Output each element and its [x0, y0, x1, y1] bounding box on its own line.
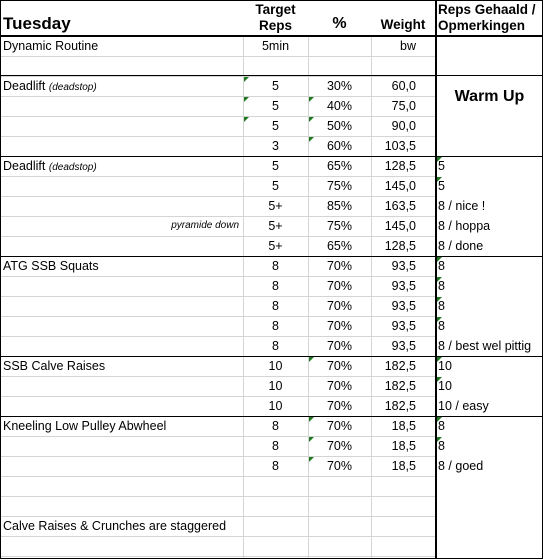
cell-pct[interactable] [308, 476, 371, 496]
cell-exercise[interactable] [0, 116, 243, 136]
cell-exercise[interactable] [0, 416, 243, 436]
exercise-label: ATG SSB Squats [3, 259, 99, 273]
cell-pct[interactable] [308, 536, 371, 556]
cell-weight[interactable]: 103,5 [384, 139, 416, 153]
cell-weight[interactable]: 128,5 [384, 159, 416, 173]
cell-weight[interactable]: 93,5 [391, 259, 416, 273]
cell-weight[interactable] [371, 536, 416, 556]
cell-exercise[interactable] [0, 436, 243, 456]
cell-reps[interactable]: 8 [272, 419, 279, 433]
cell-reps[interactable] [243, 476, 308, 496]
cell-pct[interactable]: 70% [326, 299, 353, 313]
cell-exercise[interactable] [0, 396, 243, 416]
section-border [0, 356, 543, 357]
comment-marker-icon [437, 357, 442, 362]
comment-marker-icon [244, 117, 249, 122]
cell-exercise[interactable] [0, 496, 243, 516]
cell-exercise[interactable] [0, 516, 243, 536]
cell-reps[interactable] [243, 516, 308, 536]
exercise-label: Dynamic Routine [3, 39, 99, 53]
cell-note[interactable]: 5 [438, 179, 445, 193]
cell-pct[interactable]: 70% [326, 439, 353, 453]
cell-weight[interactable]: 145,0 [384, 179, 416, 193]
cell-note[interactable]: 8 / hoppa [438, 219, 491, 233]
cell-note[interactable]: 8 / best wel pittig [438, 339, 532, 353]
cell-note[interactable]: 8 [438, 419, 445, 433]
cell-exercise[interactable] [0, 136, 243, 156]
cell-weight[interactable]: bw [400, 39, 416, 53]
cell-weight[interactable] [371, 56, 416, 76]
cell-note[interactable]: 10 [438, 379, 452, 393]
cell-weight[interactable] [371, 476, 416, 496]
cell-exercise[interactable] [0, 216, 243, 236]
cell-note[interactable]: 8 [438, 319, 445, 333]
comment-marker-icon [437, 297, 442, 302]
comment-marker-icon [437, 277, 442, 282]
comment-marker-icon [309, 417, 314, 422]
exercise-sub-label: (deadstop) [48, 82, 97, 93]
cell-note[interactable] [436, 516, 543, 536]
cell-exercise[interactable] [0, 376, 243, 396]
comment-marker-icon [309, 457, 314, 462]
cell-note[interactable]: 8 / nice ! [438, 199, 486, 213]
cell-pct[interactable]: 30% [326, 79, 353, 93]
cell-reps[interactable]: 5+ [268, 239, 283, 253]
cell-weight[interactable]: 18,5 [391, 439, 416, 453]
section-border [0, 256, 543, 257]
header-target-reps[interactable]: Target Reps [255, 2, 296, 33]
cell-reps[interactable]: 3 [272, 139, 279, 153]
cell-exercise[interactable] [0, 456, 243, 476]
comment-marker-icon [437, 257, 442, 262]
cell-weight[interactable] [371, 516, 416, 536]
cell-weight[interactable]: 93,5 [391, 339, 416, 353]
cell-reps[interactable]: 5 [272, 119, 279, 133]
header-day[interactable]: Tuesday [3, 14, 71, 33]
cell-pct[interactable] [308, 516, 371, 536]
section-border [0, 35, 543, 37]
cell-pct[interactable]: 60% [326, 139, 353, 153]
exercise-label: Deadlift [3, 79, 46, 93]
cell-exercise[interactable] [0, 156, 243, 176]
cell-pct[interactable]: 70% [326, 359, 353, 373]
cell-reps[interactable]: 8 [272, 339, 279, 353]
cell-note[interactable] [436, 96, 543, 116]
cell-note[interactable] [436, 56, 543, 76]
comment-marker-icon [437, 377, 442, 382]
exercise-label: Calve Raises & Crunches are staggered [3, 519, 227, 533]
cell-pct[interactable]: 85% [326, 199, 353, 213]
cell-pct[interactable]: 40% [326, 99, 353, 113]
cell-reps[interactable]: 10 [268, 359, 283, 373]
gridline [371, 36, 372, 559]
cell-note[interactable] [436, 36, 543, 56]
cell-pct[interactable]: 70% [326, 279, 353, 293]
cell-reps[interactable] [243, 56, 308, 76]
cell-exercise[interactable] [0, 356, 243, 376]
cell-exercise[interactable] [0, 76, 243, 96]
header-reps-done[interactable]: Reps Gehaald / Opmerkingen [438, 2, 536, 33]
cell-exercise[interactable] [0, 196, 243, 216]
cell-note[interactable] [436, 496, 543, 516]
cell-pct[interactable]: 70% [326, 459, 353, 473]
cell-pct[interactable]: 70% [326, 259, 353, 273]
comment-marker-icon [309, 357, 314, 362]
cell-pct[interactable]: 75% [326, 179, 353, 193]
cell-reps[interactable]: 5 [272, 79, 279, 93]
cell-reps[interactable] [243, 496, 308, 516]
cell-note[interactable]: 8 [438, 439, 445, 453]
cell-reps[interactable]: 10 [268, 399, 283, 413]
cell-reps[interactable]: 8 [272, 439, 279, 453]
cell-weight[interactable] [371, 496, 416, 516]
cell-exercise[interactable] [0, 36, 243, 56]
cell-pct[interactable]: 75% [326, 219, 353, 233]
cell-reps[interactable]: 10 [268, 379, 283, 393]
cell-pct[interactable]: 70% [326, 339, 353, 353]
cell-note[interactable]: 10 [438, 359, 452, 373]
cell-exercise[interactable] [0, 536, 243, 556]
cell-note[interactable]: 8 [438, 259, 445, 273]
cell-note[interactable]: 8 / done [438, 239, 484, 253]
cell-reps[interactable]: 8 [272, 279, 279, 293]
cell-exercise[interactable] [0, 176, 243, 196]
cell-reps[interactable]: 8 [272, 319, 279, 333]
cell-note[interactable]: 8 / goed [438, 459, 484, 473]
cell-exercise[interactable] [0, 296, 243, 316]
header-weight[interactable]: Weight [380, 17, 426, 32]
comment-marker-icon [437, 157, 442, 162]
comment-marker-icon [437, 437, 442, 442]
comment-marker-icon [244, 97, 249, 102]
cell-pct[interactable]: 70% [326, 419, 353, 433]
comment-marker-icon [244, 77, 249, 82]
section-border [0, 156, 543, 157]
cell-weight[interactable]: 182,5 [384, 399, 416, 413]
side-note: pyramide down [171, 220, 239, 231]
cell-weight[interactable]: 145,0 [384, 219, 416, 233]
cell-reps[interactable] [243, 536, 308, 556]
cell-weight[interactable]: 18,5 [391, 419, 416, 433]
exercise-label: Deadlift [3, 159, 46, 173]
cell-reps[interactable]: 5 [272, 99, 279, 113]
cell-note[interactable] [436, 476, 543, 496]
cell-weight[interactable]: 18,5 [391, 459, 416, 473]
comment-marker-icon [309, 137, 314, 142]
cell-weight[interactable]: 90,0 [391, 119, 416, 133]
gridline [243, 36, 244, 559]
cell-note[interactable]: 5 [438, 159, 445, 173]
cell-exercise[interactable] [0, 56, 243, 76]
section-border [0, 75, 543, 76]
section-border [435, 0, 437, 559]
cell-weight[interactable]: 182,5 [384, 359, 416, 373]
exercise-label: SSB Calve Raises [3, 359, 106, 373]
cell-weight[interactable]: 60,0 [391, 79, 416, 93]
cell-pct[interactable]: 70% [326, 319, 353, 333]
cell-exercise[interactable] [0, 256, 243, 276]
cell-pct[interactable] [308, 496, 371, 516]
cell-reps[interactable]: 5+ [268, 219, 283, 233]
comment-marker-icon [309, 97, 314, 102]
comment-marker-icon [437, 317, 442, 322]
header-percent[interactable]: % [332, 15, 347, 32]
cell-note[interactable]: 8 [438, 279, 445, 293]
cell-reps[interactable]: 8 [272, 459, 279, 473]
cell-reps[interactable]: 8 [272, 259, 279, 273]
cell-reps[interactable]: 5 [272, 159, 279, 173]
cell-weight[interactable]: 93,5 [391, 279, 416, 293]
cell-pct[interactable]: 70% [326, 399, 353, 413]
cell-note[interactable] [436, 76, 543, 96]
section-border [0, 0, 543, 1]
gridline [308, 36, 309, 559]
cell-reps[interactable]: 5min [261, 39, 290, 53]
section-border [0, 0, 1, 559]
cell-reps[interactable]: 5+ [268, 199, 283, 213]
cell-pct[interactable]: 50% [326, 119, 353, 133]
exercise-label: Kneeling Low Pulley Abwheel [3, 419, 167, 433]
cell-exercise[interactable] [0, 276, 243, 296]
comment-marker-icon [437, 417, 442, 422]
section-border [0, 416, 543, 417]
cell-weight[interactable]: 128,5 [384, 239, 416, 253]
cell-pct[interactable] [308, 36, 371, 56]
cell-note[interactable]: 8 [438, 299, 445, 313]
warm-up-cell[interactable]: Warm Up [454, 88, 525, 105]
cell-weight[interactable]: 93,5 [391, 319, 416, 333]
cell-note[interactable]: 10 / easy [438, 399, 489, 413]
comment-marker-icon [437, 177, 442, 182]
cell-weight[interactable]: 182,5 [384, 379, 416, 393]
cell-exercise[interactable] [0, 316, 243, 336]
cell-note[interactable] [436, 116, 543, 136]
cell-pct[interactable]: 65% [326, 159, 353, 173]
cell-exercise[interactable] [0, 336, 243, 356]
cell-note[interactable] [436, 536, 543, 556]
exercise-sub-label: (deadstop) [48, 162, 97, 173]
cell-weight[interactable]: 93,5 [391, 299, 416, 313]
cell-exercise[interactable] [0, 236, 243, 256]
comment-marker-icon [309, 117, 314, 122]
cell-reps[interactable]: 8 [272, 299, 279, 313]
cell-note[interactable] [436, 136, 543, 156]
cell-weight[interactable]: 163,5 [384, 199, 416, 213]
comment-marker-icon [309, 437, 314, 442]
cell-reps[interactable]: 5 [272, 179, 279, 193]
cell-exercise[interactable] [0, 96, 243, 116]
cell-pct[interactable]: 65% [326, 239, 353, 253]
cell-weight[interactable]: 75,0 [391, 99, 416, 113]
cell-exercise[interactable] [0, 476, 243, 496]
cell-pct[interactable]: 70% [326, 379, 353, 393]
cell-pct[interactable] [308, 56, 371, 76]
